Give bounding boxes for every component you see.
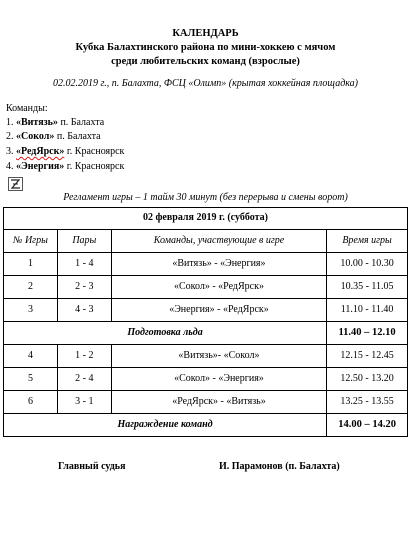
team-number: 1. <box>6 117 16 128</box>
team-number: 3. <box>6 146 16 157</box>
game-time: 10.00 - 10.30 <box>327 253 408 276</box>
game-number: 3 <box>4 299 58 322</box>
game-time: 12.15 - 12.45 <box>327 345 408 368</box>
team-name: «РедЯрск» <box>16 146 65 157</box>
game-number: 4 <box>4 345 58 368</box>
team-number: 2. <box>6 131 16 142</box>
game-teams: «Сокол» - «Энергия» <box>111 368 326 391</box>
table-header-row <box>4 230 408 253</box>
team-name: «Энергия» <box>16 161 65 172</box>
game-time: 10.35 - 11.05 <box>327 276 408 299</box>
teams-heading: Команды: <box>6 103 48 114</box>
game-pair: 2 - 3 <box>57 276 111 299</box>
team-item <box>6 161 124 174</box>
team-place: г. Красноярск <box>64 146 125 157</box>
game-number: 2 <box>4 276 58 299</box>
column-header-time: Время игры <box>327 230 408 253</box>
column-header-game-number: № Игры <box>4 230 58 253</box>
event-label: Награждение команд <box>4 414 327 437</box>
game-pair: 4 - 3 <box>57 299 111 322</box>
event-label: Подготовка льда <box>4 322 327 345</box>
game-regulation: Регламент игры – 1 тайм 30 минут (без перерыва и смены ворот) <box>63 192 348 203</box>
team-name: «Сокол» <box>16 131 55 142</box>
game-teams: «Витязь» - «Энергия» <box>111 253 326 276</box>
table-row <box>4 368 408 391</box>
document-title: КАЛЕНДАРЬ <box>172 28 239 39</box>
document-anchor-icon[interactable] <box>8 177 23 191</box>
game-teams: «РедЯрск» - «Витязь» <box>111 391 326 414</box>
column-header-teams: Команды, участвующие в игре <box>111 230 326 253</box>
game-pair: 1 - 2 <box>57 345 111 368</box>
event-time: 11.40 – 12.10 <box>327 322 408 345</box>
game-time: 13.25 - 13.55 <box>327 391 408 414</box>
table-row <box>4 391 408 414</box>
team-item <box>6 146 124 159</box>
team-name: «Витязь» <box>16 117 58 128</box>
schedule-table <box>3 207 408 437</box>
event-time: 14.00 – 14.20 <box>327 414 408 437</box>
signature-name: И. Парамонов (п. Балахта) <box>219 461 340 472</box>
table-row-event <box>4 414 408 437</box>
team-place: п. Балахта <box>57 117 105 128</box>
team-place: п. Балахта <box>54 131 101 142</box>
anchor-glyph-icon <box>10 179 21 189</box>
team-item <box>6 117 104 130</box>
table-row <box>4 253 408 276</box>
game-pair: 2 - 4 <box>57 368 111 391</box>
venue-date-line: 02.02.2019 г., п. Балахта, ФСЦ «Олимп» (крытая хоккейная площадка) <box>52 78 359 89</box>
team-number: 4. <box>6 161 16 172</box>
table-row <box>4 299 408 322</box>
team-place: г. Красноярск <box>64 161 125 172</box>
game-pair: 3 - 1 <box>57 391 111 414</box>
schedule-date-row <box>4 208 408 230</box>
table-row-event <box>4 322 408 345</box>
table-row <box>4 345 408 368</box>
column-header-pairs: Пары <box>57 230 111 253</box>
table-row <box>4 276 408 299</box>
game-pair: 1 - 4 <box>57 253 111 276</box>
game-time: 12.50 - 13.20 <box>327 368 408 391</box>
game-teams: «Энергия» - «РедЯрск» <box>111 299 326 322</box>
game-teams: «Витязь»- «Сокол» <box>111 345 326 368</box>
game-number: 1 <box>4 253 58 276</box>
game-time: 11.10 - 11.40 <box>327 299 408 322</box>
game-number: 6 <box>4 391 58 414</box>
game-teams: «Сокол» - «РедЯрск» <box>111 276 326 299</box>
signature-role: Главный судья <box>58 461 126 472</box>
game-number: 5 <box>4 368 58 391</box>
document-subtitle-line-1: Кубка Балахтинского района по мини-хоккею с мячом <box>75 42 336 53</box>
team-item <box>6 131 101 144</box>
schedule-date: 02 февраля 2019 г. (суббота) <box>4 208 408 230</box>
document-subtitle-line-2: среди любительских команд (взрослые) <box>111 56 300 67</box>
